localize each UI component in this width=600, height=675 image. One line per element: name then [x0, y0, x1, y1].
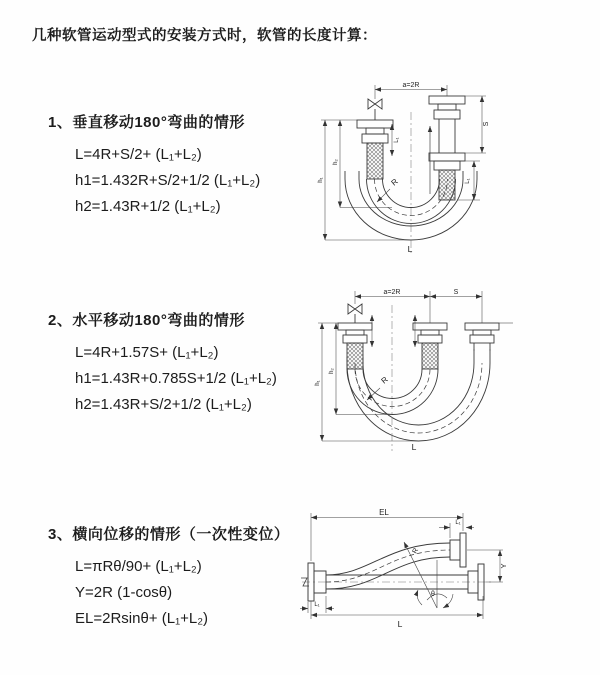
section-horizontal-180 — [48, 309, 277, 418]
dim-label-s: S — [453, 289, 459, 296]
dim-label-a2r: a=2R — [383, 289, 401, 296]
radius-label: R — [379, 374, 390, 386]
dim-label-y: Y — [499, 563, 508, 569]
length-label: L — [411, 442, 417, 452]
dim-label-h1: h₁ — [318, 177, 324, 183]
formula-block — [75, 142, 260, 220]
dim-label-l1: L₁ — [394, 137, 400, 143]
diagram-horizontal-180-bend — [310, 283, 600, 458]
formula-block — [75, 554, 289, 632]
dim-label-el: EL — [379, 508, 389, 517]
radius-label: R — [389, 176, 400, 188]
right-fitting-moved — [465, 323, 499, 351]
formula-y: Y=2R (1-cosθ) — [75, 584, 173, 601]
theta-label: θ — [431, 591, 435, 598]
left-fitting — [357, 120, 393, 179]
dim-label-a2r: a=2R — [402, 82, 420, 89]
section-lateral-displacement — [48, 523, 289, 632]
formula-length: L=4R+S/2+ (L₁+L₂) — [75, 146, 202, 163]
valve-icon — [348, 304, 362, 314]
right-flange-displaced — [450, 533, 466, 567]
formula-h2: h2=1.43R+1/2 (L₁+L₂) — [75, 198, 221, 215]
dim-label-h2: h₂ — [333, 159, 339, 165]
dim-label-l1-top: L₁ — [455, 520, 461, 526]
formula-length: L=4R+1.57S+ (L₁+L₂) — [75, 344, 219, 361]
diagram-vertical-180-bend — [312, 76, 592, 261]
section-vertical-180 — [48, 111, 260, 220]
left-fitting — [338, 323, 372, 369]
dim-label-h1: h₁ — [315, 380, 321, 386]
formula-length: L=πRθ/90+ (L₁+L₂) — [75, 558, 202, 575]
braided-hose-section — [422, 343, 438, 369]
formula-block — [75, 340, 277, 418]
middle-fitting — [413, 323, 447, 369]
section-heading: 1、垂直移动180°弯曲的情形 — [48, 114, 245, 131]
length-label: L — [397, 619, 403, 629]
section-heading: 2、水平移动180°弯曲的情形 — [48, 312, 245, 329]
dim-label-l1-bottom: L₁ — [314, 602, 320, 608]
u-bend-hose — [347, 349, 490, 441]
section-heading: 3、横向位移的情形（一次性变位） — [48, 526, 290, 543]
dimension-lines — [321, 85, 486, 240]
diagram-lateral-displacement — [300, 504, 600, 649]
formula-h1: h1=1.43R+0.785S+1/2 (L₁+L₂) — [75, 370, 277, 387]
formula-h2: h2=1.43R+S/2+1/2 (L₁+L₂) — [75, 396, 252, 413]
radius-label: R — [411, 547, 421, 555]
valve-icon — [368, 99, 382, 109]
formula-h1: h1=1.432R+S/2+1/2 (L₁+L₂) — [75, 172, 261, 189]
braided-hose-section — [367, 143, 383, 179]
length-label: L — [407, 244, 413, 254]
dim-label-l1: L₁ — [465, 178, 471, 184]
dim-label-s: S — [483, 121, 490, 127]
radius-leader — [367, 388, 380, 400]
page-title: 几种软管运动型式的安装方式时，软管的长度计算： — [32, 28, 377, 44]
formula-el: EL=2Rsinθ+ (L₁+L₂) — [75, 610, 209, 627]
dim-label-h2: h₂ — [329, 368, 335, 374]
